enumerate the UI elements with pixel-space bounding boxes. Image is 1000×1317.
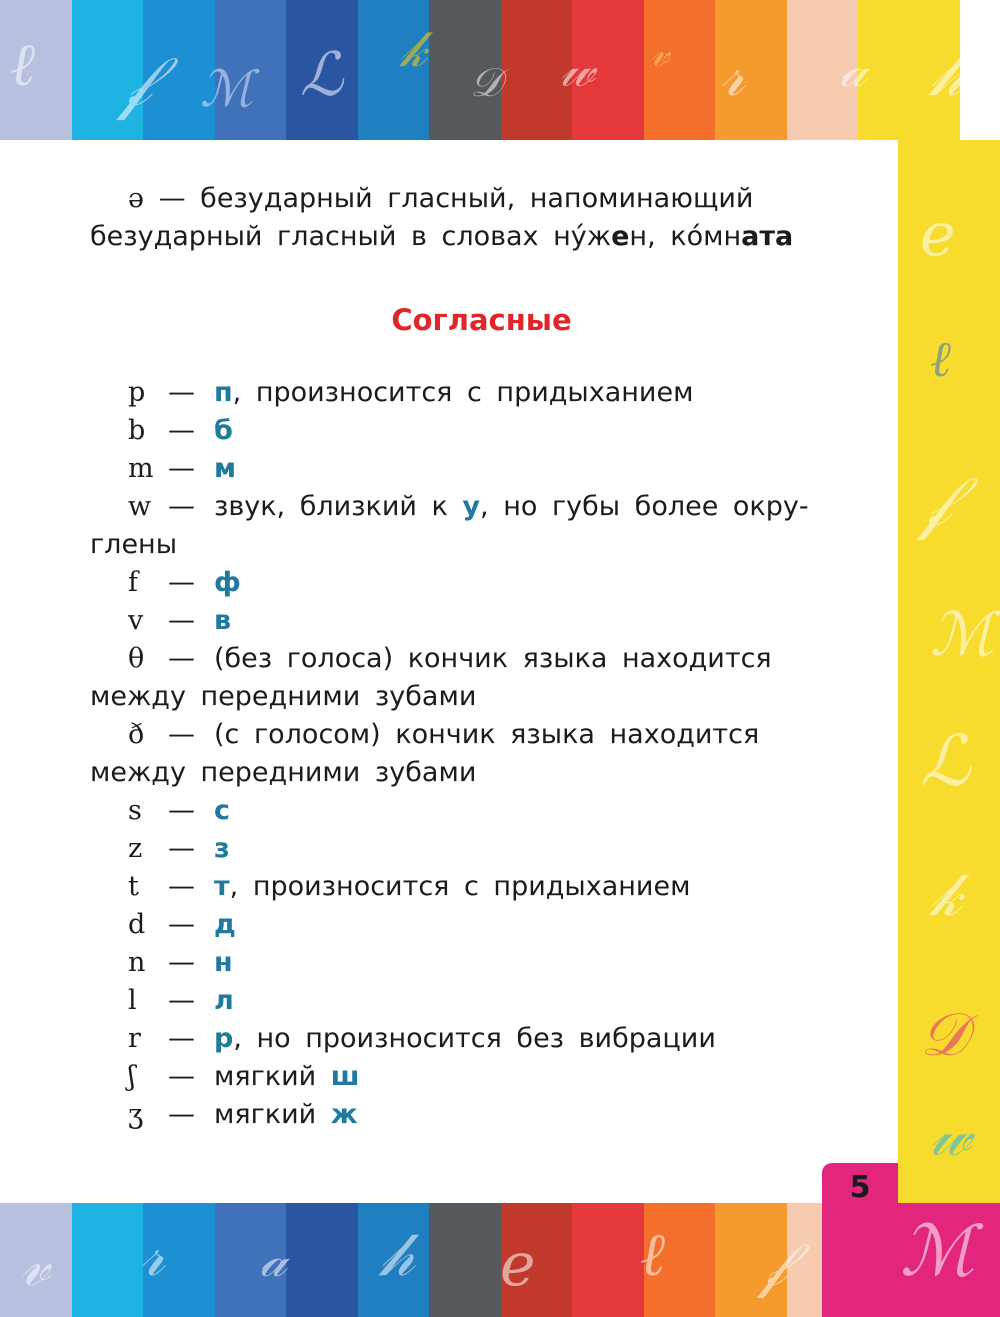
dash: — (168, 1061, 195, 1092)
dash: — (168, 985, 195, 1016)
dash: — (168, 871, 195, 902)
dash: — (168, 567, 195, 598)
calligraphy-letter: 𝒻 (120, 40, 152, 122)
calligraphy-letter: 𝒶 (260, 1230, 288, 1288)
russian-letter: ш (330, 1061, 360, 1092)
dash: — (168, 833, 195, 864)
calligraphy-letter: ℳ (930, 600, 995, 670)
example-word: ну́жен, (553, 221, 656, 252)
color-stripe (143, 0, 215, 140)
color-stripe (358, 0, 430, 140)
calligraphy-letter: 𝒽 (930, 40, 965, 110)
calligraphy-letter: 𝓋 (20, 1230, 50, 1300)
ipa-symbol: s (128, 795, 142, 826)
color-stripe (429, 1203, 501, 1317)
color-stripe (215, 0, 287, 140)
consonant-row-continuation: глены (90, 529, 178, 560)
ipa-symbol: t (128, 871, 139, 902)
calligraphy-letter: 𝓀 (930, 860, 963, 930)
ipa-symbol: d (128, 909, 146, 940)
color-stripe (0, 1203, 72, 1317)
ipa-symbol: m (128, 453, 154, 484)
dash: — (168, 909, 195, 940)
russian-letter: ф (214, 567, 241, 598)
calligraphy-letter: 𝒻 (760, 1230, 787, 1300)
ipa-symbol: l (128, 985, 137, 1016)
calligraphy-letter: 𝓌 (560, 40, 595, 98)
dash: — (168, 453, 195, 484)
description-text: мягкий (214, 1099, 331, 1130)
ipa-symbol: w (128, 491, 152, 522)
consonant-row (90, 982, 873, 1020)
ipa-symbol: ʒ (128, 1099, 144, 1130)
calligraphy-letter: ℳ (200, 60, 254, 118)
color-stripe (286, 1203, 358, 1317)
calligraphy-letter: 𝓋 (650, 30, 670, 76)
color-stripe (72, 0, 144, 140)
page-number-badge-base (822, 1203, 1000, 1317)
consonant-row (90, 1020, 873, 1058)
color-stripe (358, 1203, 430, 1317)
consonant-row (90, 412, 873, 450)
description-text: мягкий (214, 1061, 331, 1092)
consonant-row (90, 602, 873, 640)
consonant-row (90, 374, 873, 412)
description-text: , но губы более окру- (480, 491, 809, 522)
dash: — (168, 605, 195, 636)
dash: — (168, 491, 195, 522)
calligraphy-letter: 𝑒 (920, 200, 956, 270)
russian-letter: ж (330, 1099, 358, 1130)
color-stripe (572, 1203, 644, 1317)
ipa-symbol: ə (128, 183, 144, 214)
calligraphy-letter: ℒ (920, 720, 971, 802)
description-text: , но произносится без вибрации (233, 1023, 716, 1054)
consonant-row (90, 944, 873, 982)
dash: — (168, 415, 195, 446)
consonant-row (90, 868, 873, 906)
color-stripe (715, 1203, 787, 1317)
calligraphy-letter: 𝒟 (470, 60, 502, 106)
calligraphy-letter: 𝓌 (930, 1100, 972, 1170)
color-stripe (501, 1203, 573, 1317)
ipa-symbol: b (128, 415, 146, 446)
description-text: звук, близкий к (214, 491, 463, 522)
dash: — (168, 1099, 195, 1130)
dash: — (158, 183, 186, 214)
ipa-symbol: r (128, 1023, 141, 1054)
dash: — (168, 719, 195, 750)
russian-letter: з (214, 833, 230, 864)
dash: — (168, 377, 195, 408)
calligraphy-letter: 𝒶 (840, 40, 868, 98)
color-stripe (72, 1203, 144, 1317)
calligraphy-letter: ℳ (900, 1210, 975, 1292)
calligraphy-letter: ℓ (930, 330, 951, 388)
ipa-symbol: v (128, 605, 144, 636)
calligraphy-letter: 𝒟 (920, 1000, 968, 1070)
ipa-symbol: θ (128, 643, 145, 674)
description-text: безударный гласный в словах (90, 221, 539, 252)
example-word: ко́мната (670, 221, 794, 252)
consonant-row (90, 450, 873, 488)
russian-letter: б (214, 415, 233, 446)
consonant-row (90, 1058, 873, 1096)
page-number: 5 (849, 1170, 871, 1205)
ipa-symbol: ð (128, 719, 145, 750)
ipa-symbol: z (128, 833, 143, 864)
color-stripe (429, 0, 501, 140)
russian-letter: р (214, 1023, 234, 1054)
description-text: безударный гласный, напоминающий (200, 183, 754, 214)
calligraphy-letter: 𝓇 (140, 1220, 166, 1290)
description-text: , произносится с придыханием (229, 871, 691, 902)
section-heading: Согласные (391, 303, 572, 337)
description-text: (без голоса) кончик языка находится (214, 643, 772, 674)
calligraphy-letter: 𝑒 (500, 1230, 536, 1300)
description-text: (с голосом) кончик языка находится (214, 719, 760, 750)
russian-letter: п (214, 377, 233, 408)
consonant-row-continuation: между передними зубами (90, 681, 477, 712)
color-stripe (787, 0, 859, 140)
russian-letter: н (214, 947, 233, 978)
russian-letter: л (214, 985, 234, 1016)
dash: — (168, 795, 195, 826)
russian-letter: у (462, 491, 481, 522)
color-stripe (0, 0, 72, 140)
consonant-row (90, 830, 873, 868)
page-content (90, 180, 873, 1134)
top-decorative-band (0, 0, 1000, 140)
dash: — (168, 1023, 195, 1054)
consonant-row (90, 716, 873, 754)
consonant-row (90, 792, 873, 830)
russian-letter: с (214, 795, 231, 826)
calligraphy-letter: ℒ (300, 40, 344, 110)
consonant-row (90, 906, 873, 944)
calligraphy-letter: 𝓀 (400, 20, 427, 78)
dash: — (168, 947, 195, 978)
russian-letter: д (214, 909, 236, 940)
ipa-symbol: p (128, 377, 146, 408)
schwa-description-line2 (90, 218, 873, 256)
russian-letter: в (214, 605, 232, 636)
dash: — (168, 643, 195, 674)
description-text: , произносится с придыханием (232, 377, 694, 408)
ipa-symbol: ʃ (128, 1061, 136, 1092)
calligraphy-letter: 𝒻 (920, 460, 952, 542)
calligraphy-letter: 𝒽 (380, 1220, 415, 1290)
color-stripe (644, 0, 716, 140)
schwa-description-line1 (90, 180, 873, 218)
russian-letter: т (214, 871, 230, 902)
consonant-row (90, 640, 873, 678)
color-stripe (215, 1203, 287, 1317)
color-stripe (858, 0, 960, 140)
ipa-symbol: n (128, 947, 146, 978)
consonant-row (90, 488, 873, 526)
calligraphy-letter: ℓ (10, 30, 35, 100)
calligraphy-letter: 𝓇 (720, 40, 746, 110)
color-stripe (572, 0, 644, 140)
color-stripe (286, 0, 358, 140)
ipa-symbol: f (128, 567, 138, 598)
consonant-list (90, 374, 873, 1134)
consonant-row (90, 564, 873, 602)
color-stripe (644, 1203, 716, 1317)
russian-letter: м (214, 453, 237, 484)
color-stripe (143, 1203, 215, 1317)
calligraphy-letter: ℓ (640, 1220, 665, 1290)
color-stripe (715, 0, 787, 140)
color-stripe (501, 0, 573, 140)
consonant-row (90, 1096, 873, 1134)
right-decorative-strip (898, 140, 1000, 1203)
consonant-row-continuation: между передними зубами (90, 757, 477, 788)
